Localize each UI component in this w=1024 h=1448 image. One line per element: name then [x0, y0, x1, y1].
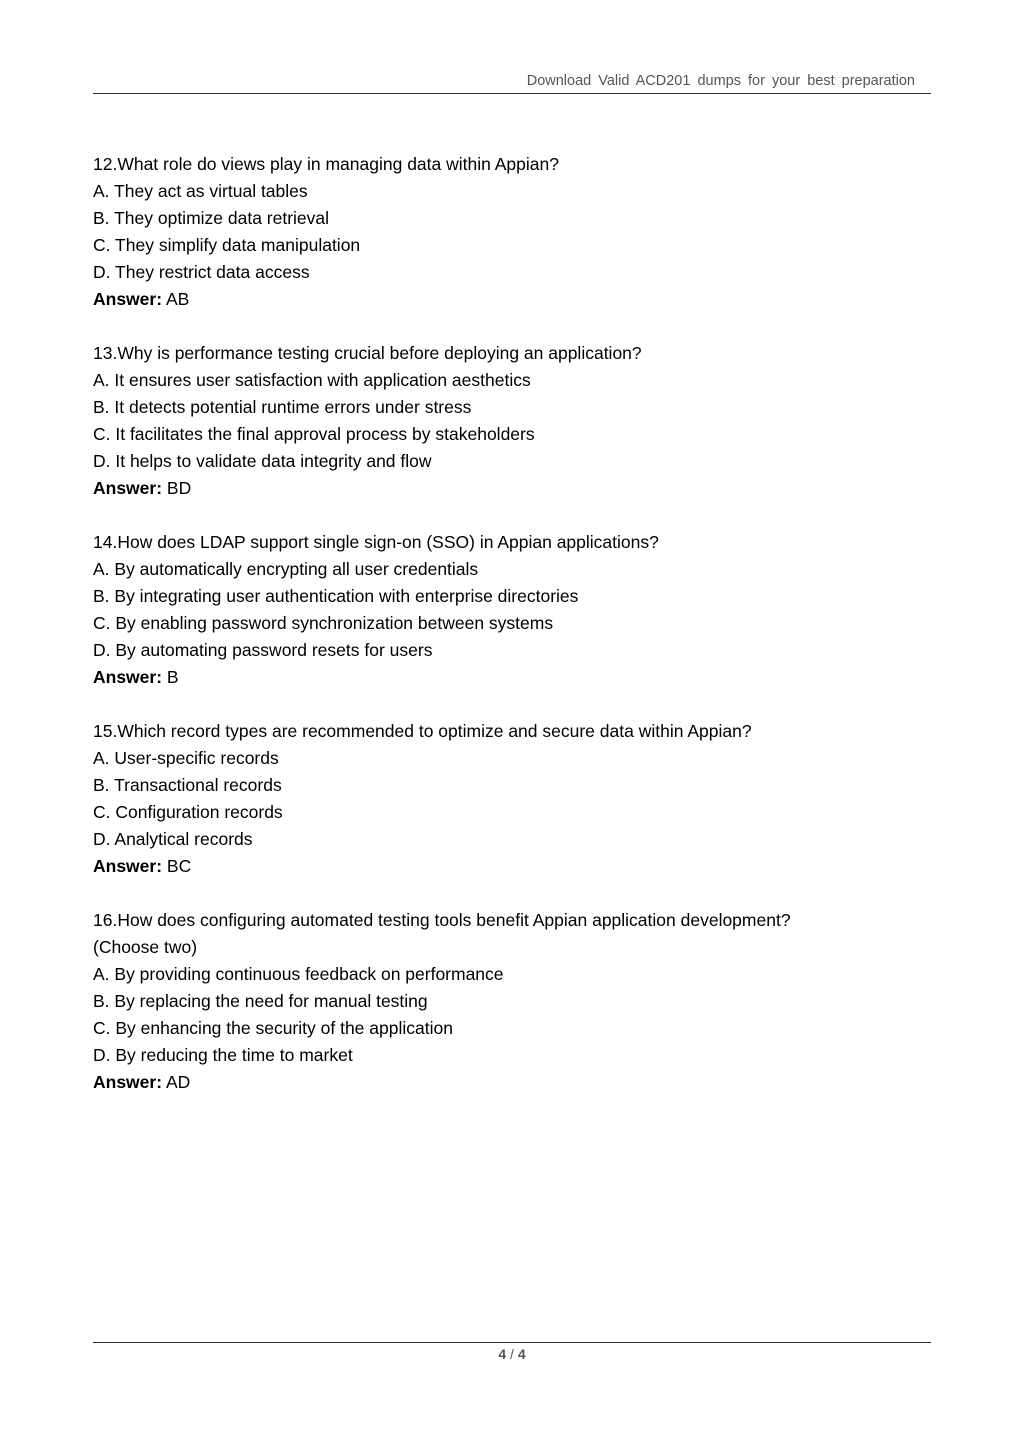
- answer-line: [93, 475, 931, 502]
- question-text: 12.What role do views play in managing data within Appian?: [93, 154, 559, 174]
- option-d: D. It helps to validate data integrity and flow: [93, 451, 432, 471]
- option-a: A. They act as virtual tables: [93, 181, 308, 201]
- question-list: [93, 151, 931, 1123]
- answer-label: Answer:: [93, 478, 163, 498]
- answer-value: BD: [162, 478, 192, 498]
- option-b: B. They optimize data retrieval: [93, 208, 330, 228]
- option-a: A. User-specific records: [93, 748, 279, 768]
- option-d: D. By automating password resets for users: [93, 640, 433, 660]
- header-divider: [93, 93, 931, 94]
- option-a: A. By providing continuous feedback on performance: [93, 964, 504, 984]
- option-c: C. By enhancing the security of the application: [93, 1018, 453, 1038]
- question-16: [93, 907, 931, 1096]
- question-13: [93, 340, 931, 502]
- answer-value: AD: [162, 1072, 191, 1092]
- option-b: B. It detects potential runtime errors under stress: [93, 397, 472, 417]
- question-15: [93, 718, 931, 880]
- question-text: 14.How does LDAP support single sign-on (SSO) in Appian applications?: [93, 532, 659, 552]
- option-c: C. Configuration records: [93, 802, 283, 822]
- option-c: C. It facilitates the final approval process by stakeholders: [93, 424, 535, 444]
- page-number: [0, 1346, 1024, 1362]
- option-a: A. It ensures user satisfaction with application aesthetics: [93, 370, 531, 390]
- option-b: B. By replacing the need for manual testing: [93, 991, 428, 1011]
- option-d: D. By reducing the time to market: [93, 1045, 353, 1065]
- option-d: D. They restrict data access: [93, 262, 310, 282]
- page-header-text: Download Valid ACD201 dumps for your best preparation: [526, 73, 915, 89]
- answer-label: Answer:: [93, 667, 163, 687]
- answer-line: [93, 853, 931, 880]
- option-c: C. They simplify data manipulation: [93, 235, 361, 255]
- option-d: D. Analytical records: [93, 829, 253, 849]
- question-text-continued: (Choose two): [93, 937, 198, 957]
- question-text: 16.How does configuring automated testing tools benefit Appian application development?: [93, 910, 791, 930]
- question-14: [93, 529, 931, 691]
- option-b: B. By integrating user authentication with enterprise directories: [93, 586, 579, 606]
- answer-line: [93, 286, 931, 313]
- option-a: A. By automatically encrypting all user credentials: [93, 559, 479, 579]
- page-total: 4: [517, 1346, 526, 1362]
- answer-value: B: [162, 667, 179, 687]
- question-12: [93, 151, 931, 313]
- option-b: B. Transactional records: [93, 775, 282, 795]
- answer-label: Answer:: [93, 289, 163, 309]
- footer-divider: [93, 1342, 931, 1343]
- page-current: 4: [498, 1346, 507, 1362]
- answer-label: Answer:: [93, 1072, 163, 1092]
- answer-line: [93, 1069, 931, 1096]
- answer-value: BC: [162, 856, 192, 876]
- question-text: 15.Which record types are recommended to optimize and secure data within Appian?: [93, 721, 752, 741]
- page-separator: /: [506, 1346, 518, 1362]
- question-text: 13.Why is performance testing crucial before deploying an application?: [93, 343, 642, 363]
- answer-label: Answer:: [93, 856, 163, 876]
- answer-value: AB: [162, 289, 190, 309]
- answer-line: [93, 664, 931, 691]
- option-c: C. By enabling password synchronization between systems: [93, 613, 554, 633]
